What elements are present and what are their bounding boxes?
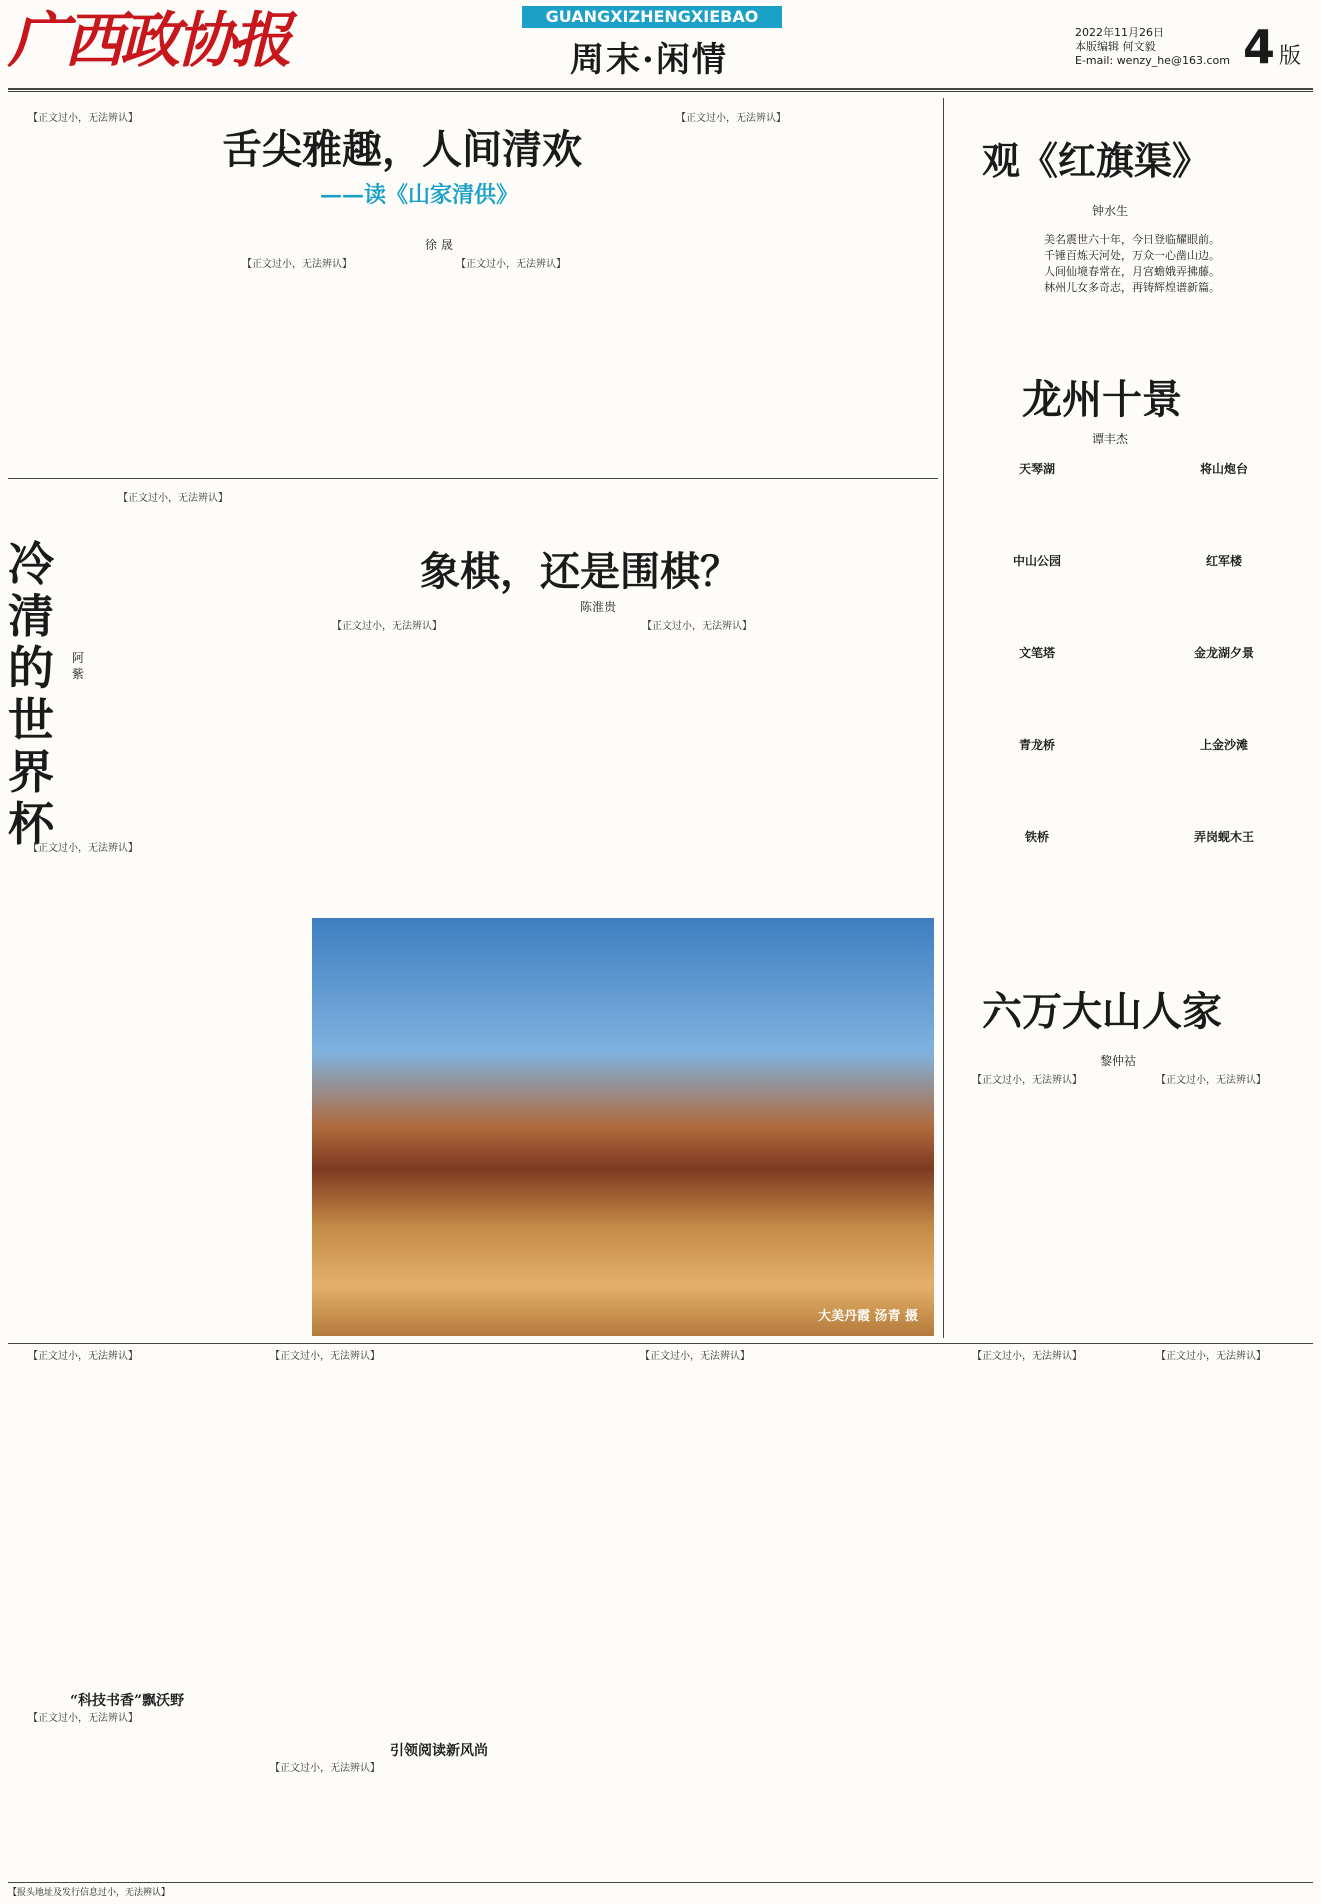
liuwan-author: 黎仲祜: [1100, 1054, 1137, 1068]
hongqiqu-title: 观《红旗渠》: [982, 138, 1211, 183]
longzhou-poem-7: 青龙桥: [1018, 738, 1055, 752]
liuwan-col2: 【正文过小，无法辨认】: [1156, 1351, 1266, 1362]
longzhou-poem-3: 中山公园: [1012, 554, 1061, 568]
lengqing-author: 阿 紫: [72, 651, 85, 681]
longzhou-poem-9: 铁桥: [1024, 830, 1049, 844]
xiangqi-col1: 【正文过小，无法辨认】: [332, 621, 442, 632]
longzhou-author: 谭丰杰: [1092, 432, 1129, 446]
hongqiqu-poem: 美名震世六十年，今日登临耀眼前。 千锤百炼天河处，万众一心凿山边。 人间仙境春常在，月宫蟾娥弄拂藤。 林州儿女多奇志，再铸辉煌谱新篇。: [1044, 233, 1220, 294]
liuwan-col2-top: 【正文过小，无法辨认】: [1156, 1075, 1266, 1086]
shejian-author: 徐 晟: [425, 238, 453, 252]
shejian-col2: 【正文过小，无法辨认】: [242, 259, 352, 270]
photo-caption: 大美丹霞 汤青 摄: [817, 1309, 918, 1324]
longzhou-poem-4: 红军楼: [1205, 554, 1242, 568]
lower-col1-b: 【正文过小，无法辨认】: [28, 1713, 138, 1724]
newspaper-pinyin-name: GUANGXIZHENGXIEBAO: [522, 6, 782, 28]
lengqing-col1-top: 【正文过小，无法辨认】: [118, 493, 228, 504]
lower-col2-b: 【正文过小，无法辨认】: [270, 1763, 380, 1774]
liuwan-col1-top: 【正文过小，无法辨认】: [972, 1075, 1082, 1086]
issue-meta: [1075, 26, 1230, 68]
lower-subhead-2: 引领阅读新风尚: [390, 1743, 488, 1759]
shejian-col1: 【正文过小，无法辨认】: [28, 113, 138, 124]
issue-date: 2022年11月26日: [1075, 26, 1164, 39]
longzhou-poem-6: 金龙湖夕景: [1193, 646, 1254, 660]
lengqing-title: 冷清的世界杯: [8, 537, 54, 851]
section-title: 周末·闲情: [570, 40, 728, 80]
hongqiqu-author: 钟水生: [1092, 204, 1129, 218]
longzhou-poem-1: 天琴湖: [1018, 462, 1055, 476]
lower-col1: 【正文过小，无法辨认】: [28, 1351, 138, 1362]
xiangqi-author: 陈淮贵: [580, 600, 617, 614]
lower-subhead-1: “科技书香”飘沃野: [70, 1693, 185, 1709]
lengqing-col1: 【正文过小，无法辨认】: [28, 843, 138, 854]
shejian-title: 舌尖雅趣，人间清欢: [222, 126, 582, 173]
longzhou-poem-8: 上金沙滩: [1199, 738, 1248, 752]
page-editor: 本版编辑 何文毅: [1075, 40, 1156, 53]
newspaper-logo: 广西政协报: [8, 6, 288, 76]
lower-col3: 【正文过小，无法辨认】: [640, 1351, 750, 1362]
longzhou-poem-5: 文笔塔: [1018, 646, 1055, 660]
editor-email: E-mail: wenzy_he@163.com: [1075, 54, 1230, 67]
longzhou-poem-10: 弄岗蚬木王: [1193, 830, 1254, 844]
danxia-photo: [312, 918, 934, 1336]
xiangqi-col2: 【正文过小，无法辨认】: [642, 621, 752, 632]
liuwan-col1: 【正文过小，无法辨认】: [972, 1351, 1082, 1362]
xiangqi-title: 象棋，还是围棋？: [420, 548, 740, 595]
shejian-col4: 【正文过小，无法辨认】: [676, 113, 786, 124]
footer-imprint: 【报头地址及发行信息过小，无法辨认】: [8, 1888, 171, 1898]
longzhou-title: 龙州十景: [1022, 376, 1182, 423]
shejian-subtitle: ——读《山家清供》: [320, 182, 519, 208]
page-number: 4 版: [1243, 20, 1302, 74]
liuwan-title: 六万大山人家: [982, 988, 1222, 1035]
longzhou-poem-2: 将山炮台: [1199, 462, 1248, 476]
shejian-col3: 【正文过小，无法辨认】: [456, 259, 566, 270]
lower-col2: 【正文过小，无法辨认】: [270, 1351, 380, 1362]
